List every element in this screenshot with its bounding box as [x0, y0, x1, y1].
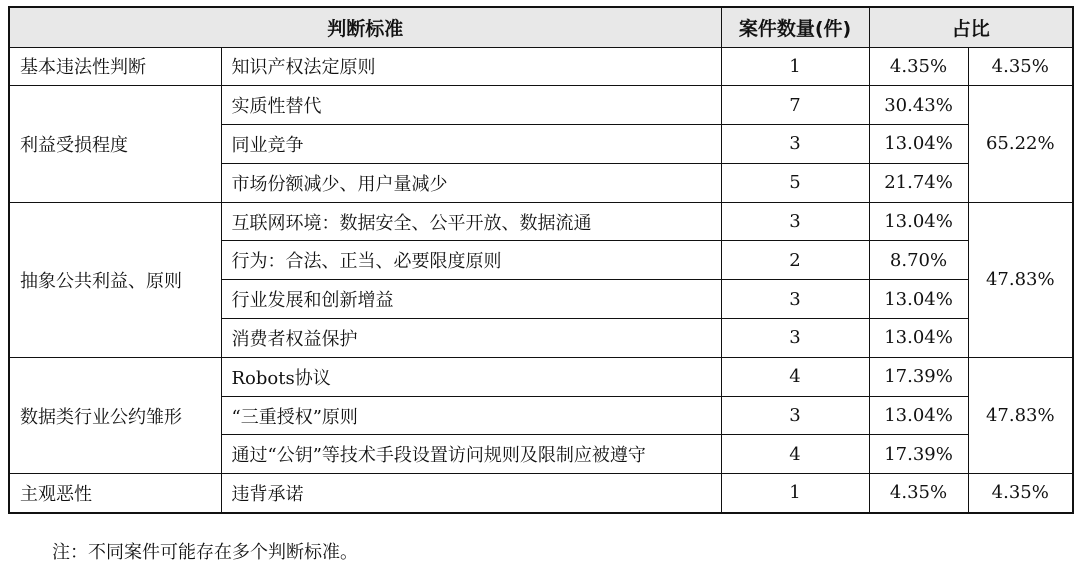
table-row: [9, 202, 1073, 241]
count-cell: 4: [721, 357, 869, 396]
category-cell: 抽象公共利益、原则: [9, 202, 221, 357]
percent-cell: 13.04%: [869, 202, 968, 241]
criterion-cell: 同业竞争: [221, 125, 721, 164]
criterion-cell: 违背承诺: [221, 474, 721, 513]
percent-cell: 4.35%: [869, 47, 968, 86]
category-cell: 数据类行业公约雏形: [9, 357, 221, 473]
group-percent-cell: 4.35%: [968, 474, 1073, 513]
table-row: [9, 47, 1073, 86]
criteria-table: [8, 6, 1074, 514]
percent-cell: 17.39%: [869, 357, 968, 396]
table-row: [9, 357, 1073, 396]
count-cell: 4: [721, 435, 869, 474]
criterion-cell: Robots协议: [221, 357, 721, 396]
criterion-cell: 行为：合法、正当、必要限度原则: [221, 241, 721, 280]
criterion-cell: 通过“公钥”等技术手段设置访问规则及限制应被遵守: [221, 435, 721, 474]
count-cell: 1: [721, 474, 869, 513]
percent-cell: 13.04%: [869, 396, 968, 435]
count-cell: 3: [721, 202, 869, 241]
table-note: 注：不同案件可能存在多个判断标准。: [52, 542, 358, 563]
criterion-cell: 行业发展和创新增益: [221, 280, 721, 319]
category-cell: 基本违法性判断: [9, 47, 221, 86]
category-cell: 利益受损程度: [9, 86, 221, 202]
percent-cell: 13.04%: [869, 319, 968, 358]
criterion-cell: 实质性替代: [221, 86, 721, 125]
count-cell: 3: [721, 125, 869, 164]
criterion-cell: 市场份额减少、用户量减少: [221, 163, 721, 202]
criterion-cell: 互联网环境：数据安全、公平开放、数据流通: [221, 202, 721, 241]
count-cell: 5: [721, 163, 869, 202]
percent-cell: 13.04%: [869, 125, 968, 164]
count-cell: 2: [721, 241, 869, 280]
group-percent-cell: 47.83%: [968, 357, 1073, 473]
criterion-cell: 消费者权益保护: [221, 319, 721, 358]
count-cell: 1: [721, 47, 869, 86]
table-row: [9, 474, 1073, 513]
table-header-row: [9, 7, 1073, 47]
percent-cell: 17.39%: [869, 435, 968, 474]
criterion-cell: “三重授权”原则: [221, 396, 721, 435]
percent-cell: 8.70%: [869, 241, 968, 280]
category-cell: 主观恶性: [9, 474, 221, 513]
criterion-cell: 知识产权法定原则: [221, 47, 721, 86]
group-percent-cell: 47.83%: [968, 202, 1073, 357]
header-ratio: 占比: [869, 7, 1073, 47]
group-percent-cell: 4.35%: [968, 47, 1073, 86]
percent-cell: 21.74%: [869, 163, 968, 202]
percent-cell: 4.35%: [869, 474, 968, 513]
percent-cell: 30.43%: [869, 86, 968, 125]
count-cell: 3: [721, 396, 869, 435]
group-percent-cell: 65.22%: [968, 86, 1073, 202]
header-criteria: 判断标准: [9, 7, 721, 47]
count-cell: 3: [721, 319, 869, 358]
table-row: [9, 86, 1073, 125]
percent-cell: 13.04%: [869, 280, 968, 319]
count-cell: 3: [721, 280, 869, 319]
header-count: 案件数量(件): [721, 7, 869, 47]
count-cell: 7: [721, 86, 869, 125]
